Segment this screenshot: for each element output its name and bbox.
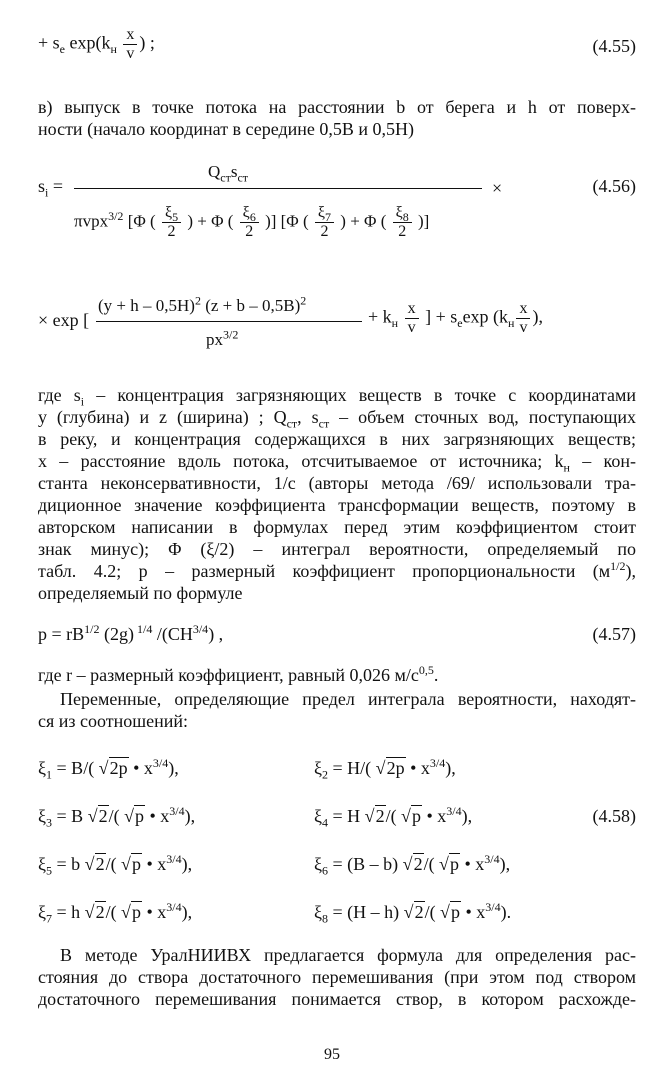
eq-text: + s: [38, 32, 60, 53]
xi-2: $\xi_2 = H/$( √2p • $x^{3/4}$),: [314, 756, 456, 782]
where-line-8: знак минус); Φ (ξ/2) – интеграл вероятности, определяемый по: [38, 539, 636, 559]
ural-line-3: достаточного перемешивания понимается створ, в котором расхожде-: [38, 989, 636, 1009]
r-line-1: где r – размерный коэффициент, равный 0,026 $м/с^{0,5}$.: [38, 663, 439, 685]
fraction-bar: [96, 321, 362, 322]
fraction-bar: [74, 188, 482, 189]
where-line-2: y (глубина) и z (ширина) ; $Q_{ст}$, $s_{ст}$ – объем сточных вод, поступающих: [38, 407, 636, 431]
xi-3: $\xi_3 = B$ √2/( √p • $x^{3/4}$),: [38, 804, 196, 830]
ural-line-1: В методе УралНИИВХ предлагается формула для определения рас-: [60, 945, 636, 965]
equation-4-56-denominator: πvpx$^{3/2}$ [Φ ( $\frac{\xi_5}{2}$ ) + Φ ( $\frac{\xi_6}{2}$ )] [Φ ( $\frac{\xi_7}{2}$ ) + Φ ( $\frac{\xi_8}{2}$ )]: [74, 204, 430, 240]
equation-4-56-lhs: $s_i$ =: [38, 176, 64, 200]
ural-line-2: стояния до створа достаточного перемешивания (при этом под створом: [38, 967, 636, 987]
exp-denominator: $px^{3/2}$: [206, 327, 239, 349]
where-line-1: где $s_i$ – концентрация загрязняющих веществ в точке с координатами: [38, 385, 636, 409]
eq-sub: e: [59, 42, 65, 57]
equation-number-4-58: (4.58): [592, 806, 636, 826]
equation-number-4-56: (4.56): [592, 176, 636, 196]
para-b-line-1: в) выпуск в точке потока на расстоянии b от берега и h от поверх-: [38, 97, 636, 117]
fraction: $\frac{x}{v}$: [123, 26, 137, 63]
eq-sub: н: [110, 42, 117, 57]
where-line-9: табл. 4.2; p – размерный коэффициент пропорциональности $(м^{1/2})$,: [38, 559, 636, 581]
where-line-10: определяемый по формуле: [38, 583, 243, 603]
equation-4-56-continued: × exp [: [38, 310, 90, 330]
equation-number-4-57: (4.57): [592, 624, 636, 644]
where-line-5: станта неконсервативности, 1/с (авторы метода /69/ использовали тра-: [38, 473, 636, 493]
equation-number-4-55: (4.55): [592, 36, 636, 56]
where-line-7: авторском написании в формулах перед этим коэффициентом стоит: [38, 517, 636, 537]
eq-text: exp(k: [69, 32, 111, 53]
times-sign: ×: [492, 178, 503, 198]
xi-8: $\xi_8 = (H - h)$ √2/( √p • $x^{3/4}$).: [314, 900, 512, 926]
xi-1: $\xi_1 = B/$( √2p • $x^{3/4}$),: [38, 756, 179, 782]
equation-4-56-numerator: $Q_{ст}s_{ст}$: [208, 162, 249, 185]
para-b-line-2: ности (начало координат в середине 0,5B и 0,5H): [38, 119, 415, 139]
eq-text: ) ;: [139, 32, 155, 53]
page-number: 95: [324, 1046, 340, 1063]
xi-4: $\xi_4 = H$ √2/( √p • $x^{3/4}$),: [314, 804, 473, 830]
xi-6: $\xi_6 = (B - b)$ √2/( √p • $x^{3/4}$),: [314, 852, 511, 878]
xi-7: $\xi_7 = h$ √2/( √p • $x^{3/4}$),: [38, 900, 193, 926]
equation-4-57: $p = rB^{1/2}$ (2g) $^{1/4}$ $/(CH^{3/4})$ ,: [38, 622, 224, 644]
where-line-3: в реку, и концентрация содержащихся в них загрязняющих веществ;: [38, 429, 636, 449]
where-line-4: x – расстояние вдоль потока, отсчитываемое от источника; $k_н - кон-$: [38, 451, 636, 475]
equation-4-55: [38, 26, 155, 63]
where-line-6: диционное значение коэффициента трансформации веществ, поэтому в: [38, 495, 636, 515]
exp-tail: + $k_н$ $\frac{x}{v}$ ] + $s_e\exp$ ($k_н$ $\frac{x}{v}$ ),: [368, 300, 543, 336]
xi-5: $\xi_5 = b$ √2/( √p • $x^{3/4}$),: [38, 852, 193, 878]
r-line-3: ся из соотношений:: [38, 711, 189, 731]
exp-numerator: $(y + h - 0,5H)^2$ $(z + b - 0,5B)^2$: [98, 293, 307, 315]
r-line-2: Переменные, определяющие предел интеграла вероятности, находят-: [60, 689, 636, 709]
